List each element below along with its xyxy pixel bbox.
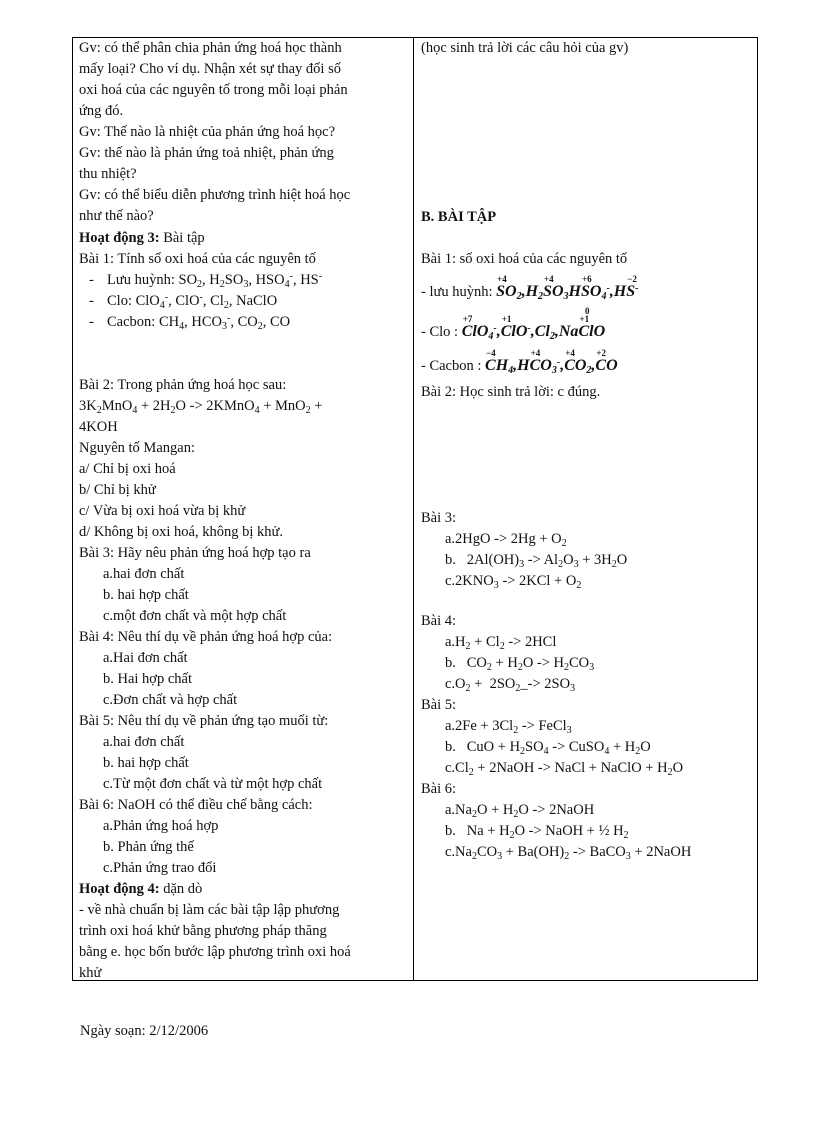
lesson-table: Gv: có thể phân chia phản ứng hoá học thành mấy loại? Cho ví dụ. Nhận xét sự thay đổi số oxi hoá của các nguyên tố trong mỗi loại phản ứng đó. Gv: Thế nào là nhiệt của phản ứng hoá học? Gv: thế nào là phản ứng toả nhiệt, phản ứng thu nhiệt? Gv: có thể biểu diễn phương trình hiệt hoá học như thế nào? Hoạt động 3: Bài tập Bài 1: Tính số oxi hoá của các nguyên tố - Lưu huỳnh: $SO_2$, $H_2SO_3$, $HSO_4^-$, HS- - Clo: ClO$_4$-, ClO-, $Cl_2$, NaClO - Cacbon: $CH_4$, $HCO_3^-$, $CO_2$, CO Bài 2: Trong phản ứng hoá học sau: $3K_2MnO_4 + 2H_2O$ -> 2KMnO$_4$ + MnO$_2$ + 4KOH Nguyên tố Mangan: a/ Chỉ bị oxi hoá b/ Chỉ bị khử c/ Vừa bị oxi hoá vừa bị khử d/ Không bị oxi hoá, không bị khử. Bài 3: Hãy nêu phản ứng hoá hợp tạo ra a.hai đơn chất b. hai hợp chất c.một đơn chất và một hợp chất Bài 4: Nêu thí dụ về phản ứng hoá hợp của: a.Hai đơn chất b. Hai hợp chất c.Đơn chất và hợp chất Bài 5: Nêu thí dụ về phản ứng tạo muối từ: a.hai đơn chất b. hai hợp chất c.Từ một đơn chất và từ một hợp chất Bài 6: NaOH có thể điều chế bằng cách: a.Phản ứng hoá hợp b. Phản ứng thế c.Phản ứng trao đổi Hoạt động 4: dặn dò - về nhà chuẩn bị làm các bài tập lập phương trình oxi hoá khử bằng phương pháp thăng bằng e. học bốn bước lập phương trình oxi hoá khử (học sinh trả lời các câu hỏi của gv) B. BÀI TẬP Bài 1: số oxi hoá của các nguyên tố - lưu huỳnh: +4 $SO_2,H_2$ +4 $SO_3H$ +6 0 $SO_4^-,H$ −2 S- - Clo : +7 ClO$_4$-, +1 $ClO^-,Cl_2,Na$ +1 ClO - Cacbon : −4 $CH_4,H$ +4 $CO_3^-$, +4 $CO_2$, +2 CO Bài 2: Học sinh trả lời: c đúng. Bài 3: $a.2HgO -> 2Hg + O_2$ b. $2Al(OH)_3 -> Al_2O_3 + 3H_2O$ $c.2KNO_3 -> 2KCl + O_2$ Bài 4: $a.H_2 + Cl_2 -> 2HCl$ b. $CO_2 + H_2O -> H_2CO_3$ $c.O_2$ + $2SO_2\_-> 2SO_3$ Bài 5: $a.2Fe + 3Cl_2$ -> FeCl$_3$ b. CuO + $H_2SO_4$ -> CuSO$_4$ + $H_2O$ $c.Cl_2$ + 2NaOH -> NaCl + NaClO + $H_2O$ Bài 6: $a.Na_2O + H_2O$ -> 2NaOH b. $Na + H_2O$ -> NaOH + ½ $H_2$ $c.Na_2CO_3 + Ba(OH)_2$ -> BaCO$_3$ + 2NaOH (72, 37, 758, 981)
equation: $c.O_2$ + $2SO_2\_-> 2SO_3$ (445, 676, 576, 694)
list-item: b. hai hợp chất (103, 587, 189, 603)
answer-3-heading: Bài 3: (421, 510, 457, 526)
text-line: Nguyên tố Mangan: (79, 440, 195, 456)
option-a: a/ Chỉ bị oxi hoá (79, 461, 176, 477)
list-item: a.Hai đơn chất (103, 650, 188, 666)
section-heading: B. BÀI TẬP (421, 209, 497, 225)
exercise-3-prompt: Bài 3: Hãy nêu phản ứng hoá hợp tạo ra (79, 545, 311, 561)
equation: $c.Na_2CO_3 + Ba(OH)_2$ -> BaCO$_3$ + 2NaOH (445, 844, 692, 862)
text-line: ứng đó. (79, 103, 124, 119)
sulfur-oxidation-states: - lưu huỳnh: +4 $SO_2,H_2$ +4 $SO_3H$ +6 0 $SO_4^-,H$ −2 S- (421, 274, 639, 316)
list-item: c.Phản ứng trao đổi (103, 860, 217, 876)
equation: b. $CO_2 + H_2O -> H_2CO_3$ (445, 655, 595, 673)
equation: $a.Na_2O + H_2O$ -> 2NaOH (445, 802, 595, 820)
list-item: b. Hai hợp chất (103, 671, 193, 687)
text-line: oxi hoá của các nguyên tố trong mỗi loại phản (79, 82, 348, 98)
list-item: c.một đơn chất và một hợp chất (103, 608, 287, 624)
prepared-date: Ngày soạn: 2/12/2006 (80, 1023, 209, 1039)
activity-4-heading: Hoạt động 4: dặn dò (79, 881, 203, 897)
list-item: a.Phản ứng hoá hợp (103, 818, 219, 834)
homework-line: bằng e. học bốn bước lập phương trình oxi hoá (79, 944, 351, 960)
answer-5-heading: Bài 5: (421, 697, 457, 713)
homework-line: khử (79, 965, 102, 981)
list-item: a.hai đơn chất (103, 734, 185, 750)
equation: $a.H_2 + Cl_2 -> 2HCl$ (445, 634, 557, 652)
equation: $a.2HgO -> 2Hg + O_2$ (445, 531, 567, 549)
text-line: Gv: có thể phân chia phản ứng hoá học thành (79, 40, 342, 56)
text-line: Gv: Thế nào là nhiệt của phản ứng hoá học? (79, 124, 336, 140)
column-divider (413, 38, 414, 980)
exercise-2-equation: $3K_2MnO_4 + 2H_2O$ -> 2KMnO$_4$ + MnO$_2$ + (79, 398, 323, 416)
answer-6-heading: Bài 6: (421, 781, 457, 797)
option-d: d/ Không bị oxi hoá, không bị khử. (79, 524, 284, 540)
option-b: b/ Chỉ bị khử (79, 482, 156, 498)
list-item: c.Từ một đơn chất và từ một hợp chất (103, 776, 323, 792)
homework-line: - về nhà chuẩn bị làm các bài tập lập phương (79, 902, 340, 918)
list-item: b. hai hợp chất (103, 755, 189, 771)
equation: b. CuO + $H_2SO_4$ -> CuSO$_4$ + $H_2O$ (445, 739, 651, 757)
exercise-4-prompt: Bài 4: Nêu thí dụ về phản ứng hoá hợp của: (79, 629, 333, 645)
answer-4-heading: Bài 4: (421, 613, 457, 629)
option-c: c/ Vừa bị oxi hoá vừa bị khử (79, 503, 246, 519)
list-item: a.hai đơn chất (103, 566, 185, 582)
equation: b. $Na + H_2O$ -> NaOH + ½ $H_2$ (445, 823, 629, 841)
text-line: Gv: thế nào là phản ứng toả nhiệt, phản ứng (79, 145, 334, 161)
answer-2: Bài 2: Học sinh trả lời: c đúng. (421, 384, 601, 400)
text-line: mấy loại? Cho ví dụ. Nhận xét sự thay đổi số (79, 61, 341, 77)
equation: $c.2KNO_3 -> 2KCl + O_2$ (445, 573, 582, 591)
list-item: b. Phản ứng thế (103, 839, 194, 855)
list-item: c.Đơn chất và hợp chất (103, 692, 238, 708)
exercise-5-prompt: Bài 5: Nêu thí dụ về phản ứng tạo muối từ: (79, 713, 329, 729)
equation: $c.Cl_2$ + 2NaOH -> NaCl + NaClO + $H_2O$ (445, 760, 684, 778)
text-line: thu nhiệt? (79, 166, 137, 182)
exercise-6-prompt: Bài 6: NaOH có thể điều chế bằng cách: (79, 797, 313, 813)
activity-3-heading: Hoạt động 3: Bài tập (79, 230, 205, 246)
answer-1-heading: Bài 1: số oxi hoá của các nguyên tố (421, 251, 628, 267)
student-note: (học sinh trả lời các câu hỏi của gv) (421, 40, 629, 56)
chlorine-oxidation-states: - Clo : +7 ClO$_4$-, +1 $ClO^-,Cl_2,Na$ +1 ClO (421, 314, 606, 342)
text-line: Gv: có thể biểu diễn phương trình hiệt hoá học (79, 187, 351, 203)
carbon-oxidation-states: - Cacbon : −4 $CH_4,H$ +4 $CO_3^-$, +4 $CO_2$, +2 CO (421, 348, 618, 376)
exercise-2-equation-tail: 4KOH (79, 419, 118, 435)
exercise-2-prompt: Bài 2: Trong phản ứng hoá học sau: (79, 377, 287, 393)
homework-line: trình oxi hoá khử bằng phương pháp thăng (79, 923, 327, 939)
exercise-1-prompt: Bài 1: Tính số oxi hoá của các nguyên tố (79, 251, 316, 267)
text-line: như thế nào? (79, 208, 154, 224)
equation: b. $2Al(OH)_3 -> Al_2O_3 + 3H_2O$ (445, 552, 628, 570)
equation: $a.2Fe + 3Cl_2$ -> FeCl$_3$ (445, 718, 572, 736)
